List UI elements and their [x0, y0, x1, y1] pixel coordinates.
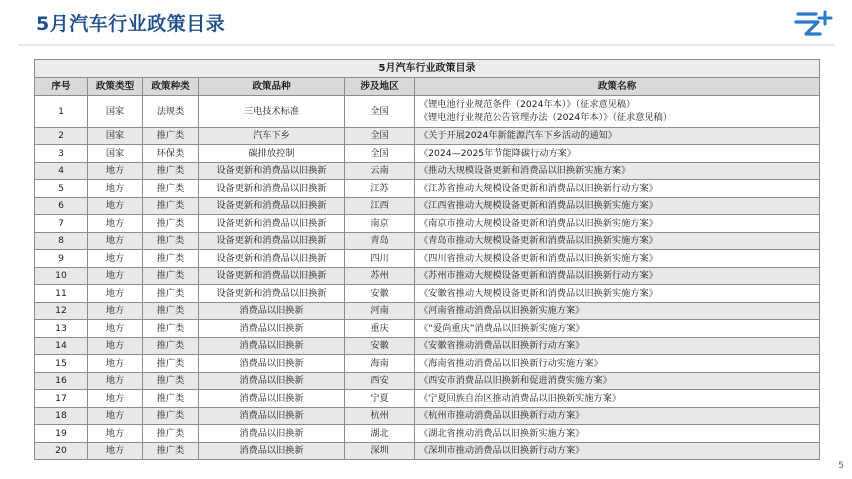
table-row — [35, 372, 820, 390]
row-number-cell: 3 — [35, 145, 88, 163]
column-header: 序号 — [35, 78, 88, 96]
table-row — [35, 267, 820, 285]
row-number-cell: 14 — [35, 337, 88, 355]
region-cell: 西安 — [345, 372, 415, 390]
policy-name-cell: 《2024—2025年节能降碳行动方案》 — [415, 145, 820, 163]
policy-variety-cell: 消费品以旧换新 — [199, 320, 345, 338]
region-cell: 重庆 — [345, 320, 415, 338]
row-number-cell: 1 — [35, 95, 88, 127]
policy-name-cell: 《宁夏回族自治区推动消费品以旧换新实施方案》 — [415, 390, 820, 408]
table-caption: 5月汽车行业政策目录 — [35, 60, 820, 78]
policy-variety-cell: 汽车下乡 — [199, 127, 345, 145]
region-cell: 河南 — [345, 302, 415, 320]
policy-kind-cell: 推广类 — [143, 355, 199, 373]
table-row — [35, 320, 820, 338]
policy-variety-cell: 设备更新和消费品以旧换新 — [199, 180, 345, 198]
policy-variety-cell: 消费品以旧换新 — [199, 390, 345, 408]
policy-name-cell: 《四川省推动大规模设备更新和消费品以旧换新实施方案》 — [415, 250, 820, 268]
column-header: 政策名称 — [415, 78, 820, 96]
policy-type-cell: 地方 — [88, 267, 143, 285]
policy-name-cell: 《青岛市推动大规模设备更新和消费品以旧换新实施方案》 — [415, 232, 820, 250]
policy-name-cell: 《河南省推动消费品以旧换新实施方案》 — [415, 302, 820, 320]
table-row — [35, 180, 820, 198]
policy-type-cell: 地方 — [88, 337, 143, 355]
policy-type-cell: 地方 — [88, 355, 143, 373]
policy-kind-cell: 推广类 — [143, 407, 199, 425]
table-header-row — [35, 78, 820, 96]
region-cell: 全国 — [345, 95, 415, 127]
policy-variety-cell: 设备更新和消费品以旧换新 — [199, 232, 345, 250]
table-row — [35, 337, 820, 355]
policy-name-cell: 《湖北省推动消费品以旧换新实施方案》 — [415, 425, 820, 443]
row-number-cell: 6 — [35, 197, 88, 215]
table-body — [35, 95, 820, 460]
column-header: 政策类型 — [88, 78, 143, 96]
page-number: 5 — [838, 461, 844, 471]
row-number-cell: 13 — [35, 320, 88, 338]
policy-name-cell: 《苏州市推动大规模设备更新和消费品以旧换新行动方案》 — [415, 267, 820, 285]
row-number-cell: 16 — [35, 372, 88, 390]
policy-variety-cell: 设备更新和消费品以旧换新 — [199, 267, 345, 285]
policy-kind-cell: 推广类 — [143, 162, 199, 180]
table-row — [35, 250, 820, 268]
policy-kind-cell: 推广类 — [143, 337, 199, 355]
column-header: 政策种类 — [143, 78, 199, 96]
column-header: 涉及地区 — [345, 78, 415, 96]
policy-variety-cell: 设备更新和消费品以旧换新 — [199, 250, 345, 268]
policy-kind-cell: 推广类 — [143, 442, 199, 460]
policy-name-cell: 《西安市消费品以旧换新和促进消费实施方案》 — [415, 372, 820, 390]
policy-variety-cell: 消费品以旧换新 — [199, 425, 345, 443]
row-number-cell: 9 — [35, 250, 88, 268]
policy-variety-cell: 消费品以旧换新 — [199, 355, 345, 373]
row-number-cell: 15 — [35, 355, 88, 373]
policy-kind-cell: 推广类 — [143, 267, 199, 285]
policy-type-cell: 地方 — [88, 215, 143, 233]
policy-name-cell: 《“爱尚重庆”消费品以旧换新实施方案》 — [415, 320, 820, 338]
table-row — [35, 355, 820, 373]
policy-kind-cell: 推广类 — [143, 197, 199, 215]
table-row — [35, 390, 820, 408]
table-row — [35, 285, 820, 303]
row-number-cell: 18 — [35, 407, 88, 425]
policy-name-cell: 《江西省推动大规模设备更新和消费品以旧换新实施方案》 — [415, 197, 820, 215]
table-row — [35, 145, 820, 163]
policy-type-cell: 地方 — [88, 302, 143, 320]
policy-type-cell: 地方 — [88, 232, 143, 250]
policy-type-cell: 国家 — [88, 127, 143, 145]
policy-type-cell: 地方 — [88, 320, 143, 338]
table-row — [35, 407, 820, 425]
region-cell: 青岛 — [345, 232, 415, 250]
policy-kind-cell: 推广类 — [143, 215, 199, 233]
policy-name-cell — [415, 95, 820, 127]
table-row — [35, 302, 820, 320]
brand-logo — [794, 6, 838, 40]
policy-type-cell: 地方 — [88, 372, 143, 390]
table-row — [35, 95, 820, 127]
policy-type-cell: 地方 — [88, 250, 143, 268]
region-cell: 宁夏 — [345, 390, 415, 408]
row-number-cell: 17 — [35, 390, 88, 408]
region-cell: 海南 — [345, 355, 415, 373]
table-row — [35, 197, 820, 215]
row-number-cell: 10 — [35, 267, 88, 285]
row-number-cell: 12 — [35, 302, 88, 320]
region-cell: 深圳 — [345, 442, 415, 460]
policy-kind-cell: 推广类 — [143, 250, 199, 268]
policy-name-cell: 《推动大规模设备更新和消费品以旧换新实施方案》 — [415, 162, 820, 180]
region-cell: 苏州 — [345, 267, 415, 285]
policy-name-line: 《锂电池行业规范条件（2024年本）》（征求意见稿） — [419, 99, 636, 110]
policy-type-cell: 地方 — [88, 162, 143, 180]
policy-variety-cell: 消费品以旧换新 — [199, 442, 345, 460]
region-cell: 全国 — [345, 127, 415, 145]
policy-name-cell: 《深圳市推动消费品以旧换新行动方案》 — [415, 442, 820, 460]
policy-kind-cell: 法规类 — [143, 95, 199, 127]
table-row — [35, 232, 820, 250]
policy-variety-cell: 碳排放控制 — [199, 145, 345, 163]
region-cell: 安徽 — [345, 285, 415, 303]
policy-type-cell: 地方 — [88, 407, 143, 425]
policy-type-cell: 国家 — [88, 145, 143, 163]
policy-type-cell: 地方 — [88, 180, 143, 198]
policy-kind-cell: 推广类 — [143, 425, 199, 443]
policy-name-cell: 《杭州市推动消费品以旧换新行动方案》 — [415, 407, 820, 425]
region-cell: 江西 — [345, 197, 415, 215]
policy-name-cell: 《安徽省推动大规模设备更新和消费品以旧换新实施方案》 — [415, 285, 820, 303]
policy-type-cell: 国家 — [88, 95, 143, 127]
policy-variety-cell: 三电技术标准 — [199, 95, 345, 127]
policy-name-cell: 《南京市推动大规模设备更新和消费品以旧换新实施方案》 — [415, 215, 820, 233]
policy-kind-cell: 推广类 — [143, 232, 199, 250]
policy-kind-cell: 推广类 — [143, 180, 199, 198]
policy-name-line: 《锂电池行业规范公告管理办法（2024年本）》（征求意见稿） — [419, 112, 673, 123]
policy-name-cell: 《海南省推动消费品以旧换新行动实施方案》 — [415, 355, 820, 373]
row-number-cell: 11 — [35, 285, 88, 303]
region-cell: 安徽 — [345, 337, 415, 355]
policy-type-cell: 地方 — [88, 390, 143, 408]
policy-name-cell: 《关于开展2024年新能源汽车下乡活动的通知》 — [415, 127, 820, 145]
policy-type-cell: 地方 — [88, 442, 143, 460]
policy-kind-cell: 推广类 — [143, 320, 199, 338]
policy-name-cell: 《安徽省推动消费品以旧换新行动方案》 — [415, 337, 820, 355]
row-number-cell: 7 — [35, 215, 88, 233]
region-cell: 云南 — [345, 162, 415, 180]
table-row — [35, 442, 820, 460]
region-cell: 南京 — [345, 215, 415, 233]
row-number-cell: 20 — [35, 442, 88, 460]
policy-variety-cell: 设备更新和消费品以旧换新 — [199, 285, 345, 303]
page-title: 5月汽车行业政策目录 — [36, 13, 226, 35]
policy-variety-cell: 消费品以旧换新 — [199, 372, 345, 390]
policy-type-cell: 地方 — [88, 425, 143, 443]
row-number-cell: 19 — [35, 425, 88, 443]
table-row — [35, 127, 820, 145]
policy-kind-cell: 推广类 — [143, 285, 199, 303]
policy-type-cell: 地方 — [88, 197, 143, 215]
row-number-cell: 2 — [35, 127, 88, 145]
policy-variety-cell: 消费品以旧换新 — [199, 337, 345, 355]
policy-table-container — [34, 59, 819, 460]
policy-variety-cell: 设备更新和消费品以旧换新 — [199, 215, 345, 233]
title-divider — [18, 44, 834, 46]
policy-kind-cell: 推广类 — [143, 302, 199, 320]
region-cell: 全国 — [345, 145, 415, 163]
column-header: 政策品种 — [199, 78, 345, 96]
policy-table — [34, 59, 820, 460]
row-number-cell: 8 — [35, 232, 88, 250]
policy-name-cell: 《江苏省推动大规模设备更新和消费品以旧换新行动方案》 — [415, 180, 820, 198]
policy-variety-cell: 设备更新和消费品以旧换新 — [199, 162, 345, 180]
policy-variety-cell: 消费品以旧换新 — [199, 407, 345, 425]
policy-kind-cell: 推广类 — [143, 127, 199, 145]
region-cell: 杭州 — [345, 407, 415, 425]
region-cell: 湖北 — [345, 425, 415, 443]
table-row — [35, 425, 820, 443]
table-row — [35, 215, 820, 233]
row-number-cell: 5 — [35, 180, 88, 198]
policy-kind-cell: 推广类 — [143, 390, 199, 408]
policy-variety-cell: 消费品以旧换新 — [199, 302, 345, 320]
policy-variety-cell: 设备更新和消费品以旧换新 — [199, 197, 345, 215]
policy-kind-cell: 推广类 — [143, 372, 199, 390]
region-cell: 四川 — [345, 250, 415, 268]
policy-kind-cell: 环保类 — [143, 145, 199, 163]
row-number-cell: 4 — [35, 162, 88, 180]
policy-type-cell: 地方 — [88, 285, 143, 303]
region-cell: 江苏 — [345, 180, 415, 198]
table-row — [35, 162, 820, 180]
